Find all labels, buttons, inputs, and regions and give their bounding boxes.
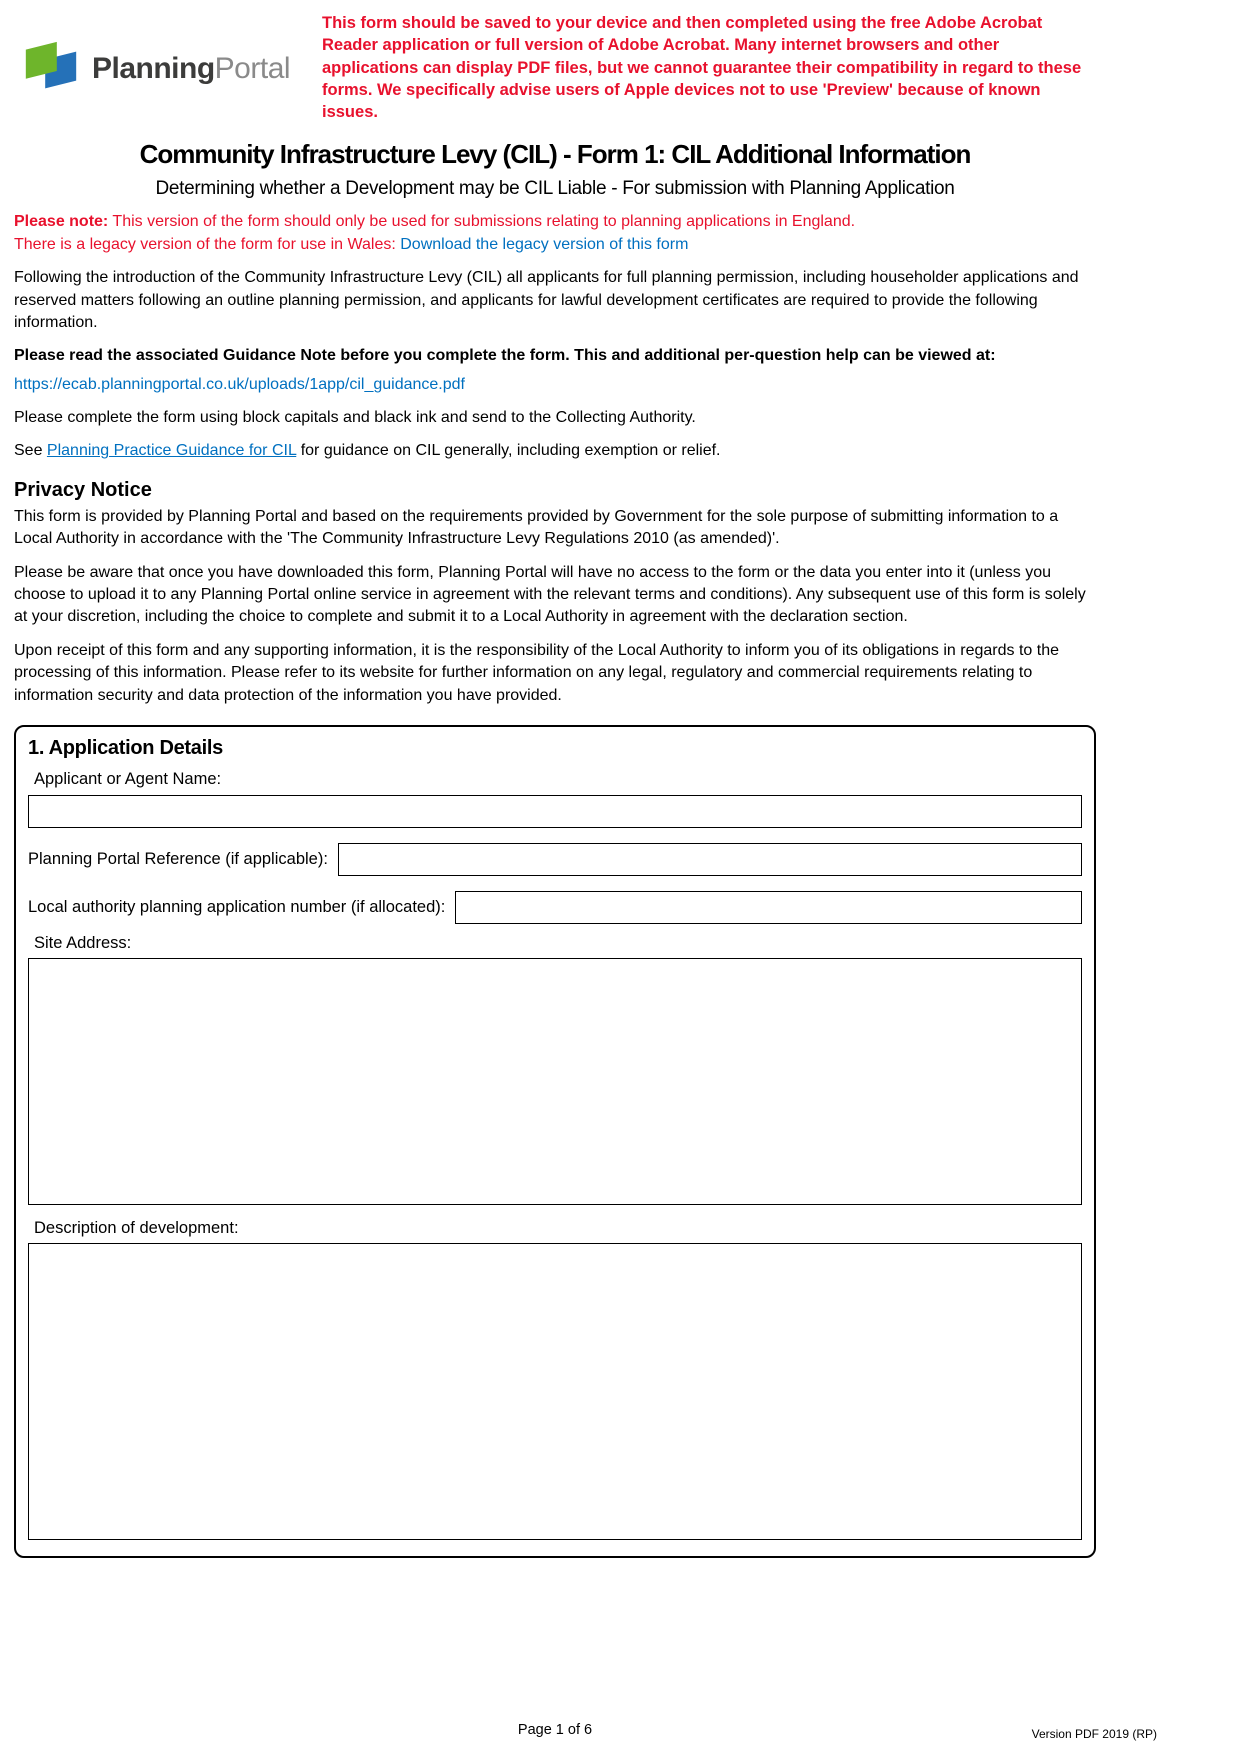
- development-description-label: Description of development:: [34, 1218, 239, 1237]
- planning-portal-logo-text: [92, 52, 290, 86]
- page-number: Page 1 of 6: [517, 1722, 593, 1738]
- please-note-label: Please note:: [14, 213, 109, 231]
- ppg-suffix: for guidance on CIL generally, including exemption or relief.: [300, 442, 721, 460]
- applicant-name-label: Applicant or Agent Name:: [34, 769, 222, 788]
- guidance-link-line: [14, 374, 1096, 396]
- please-note-text: This version of the form should only be used for submissions relating to planning applications in England.: [112, 213, 856, 231]
- form-title: Community Infrastructure Levy (CIL) - Form 1: CIL Additional Information: [139, 139, 971, 170]
- page-footer: [0, 1722, 1241, 1742]
- development-description-input[interactable]: [28, 1243, 1082, 1540]
- privacy-paragraph-3: Upon receipt of this form and any supporting information, it is the responsibility of the Local Authority to inform you of its obligations in regards to the processing of this information. Please refer to its website for further information on any legal, regulatory and commercial requirements relating to information security and data protection of the information you have provided.: [14, 641, 1059, 704]
- lpa-number-row: [28, 891, 1082, 924]
- lpa-number-input[interactable]: [455, 891, 1082, 924]
- planning-portal-ref-row: [28, 843, 1082, 876]
- lpa-number-label: Local authority planning application number (if allocated):: [28, 897, 446, 916]
- privacy-paragraph-2: Please be aware that once you have downloaded this form, Planning Portal will have no access to the form or the data you enter into it (unless you choose to upload it to any Planning Portal online service in agreement with the relevant terms and conditions). Any subsequent use of this form is solely at your discretion, including the choice to complete and submit it to a Local Authority in agreement with the declaration section.: [14, 563, 1086, 626]
- logo-text-planning: Planning: [92, 52, 215, 85]
- planning-portal-logo-icon: [20, 38, 82, 100]
- wales-legacy-text: There is a legacy version of the form for use in Wales:: [14, 235, 396, 253]
- intro-paragraph: Following the introduction of the Community Infrastructure Levy (CIL) all applicants for full planning permission, including householder applications and reserved matters following an outline planning permission, and applicants for lawful development certificates are required to provide the following information.: [14, 269, 1079, 331]
- site-address-input[interactable]: [28, 958, 1082, 1205]
- ppg-guidance-line: [14, 440, 1096, 462]
- england-only-note: [14, 211, 1096, 256]
- form-subtitle: Determining whether a Development may be CIL Liable - For submission with Planning Application: [155, 178, 955, 200]
- planning-portal-ref-label: Planning Portal Reference (if applicable):: [28, 849, 328, 868]
- adobe-acrobat-warning: This form should be saved to your device and then completed using the free Adobe Acrobat Reader application or full version of Adobe Acrobat. Many internet browsers and other applications can display PDF files, but we cannot guarantee their compatibility in regard to these forms. We specifically advise users of Apple devices not to use 'Preview' because of known issues.: [322, 14, 1082, 122]
- block-capitals-note: Please complete the form using block capitals and black ink and send to the Collecting Authority.: [14, 409, 696, 427]
- privacy-notice-heading: Privacy Notice: [14, 478, 152, 501]
- planning-portal-logo: [14, 10, 322, 100]
- guidance-note-text: Please read the associated Guidance Note before you complete the form. This and additional per-question help can be viewed at:: [14, 347, 996, 365]
- site-address-label: Site Address:: [34, 933, 132, 952]
- version-label: Version PDF 2019 (RP): [1031, 1727, 1157, 1741]
- page-header: [14, 10, 1096, 123]
- application-details-heading: 1. Application Details: [28, 736, 223, 759]
- application-details-section: [14, 725, 1096, 1558]
- ppg-prefix: See: [14, 442, 43, 460]
- ppg-cil-link[interactable]: Planning Practice Guidance for CIL: [46, 442, 297, 460]
- applicant-name-input[interactable]: [28, 795, 1082, 828]
- logo-text-portal: Portal: [214, 52, 291, 85]
- planning-portal-ref-input[interactable]: [338, 843, 1082, 876]
- legacy-version-link[interactable]: Download the legacy version of this form: [400, 235, 689, 253]
- guidance-pdf-link[interactable]: https://ecab.planningportal.co.uk/uploads/1app/cil_guidance.pdf: [14, 375, 465, 393]
- privacy-paragraph-1: This form is provided by Planning Portal and based on the requirements provided by Government for the sole purpose of submitting information to a Local Authority in accordance with the 'The Community Infrastructure Levy Regulations 2010 (as amended)'.: [14, 507, 1059, 548]
